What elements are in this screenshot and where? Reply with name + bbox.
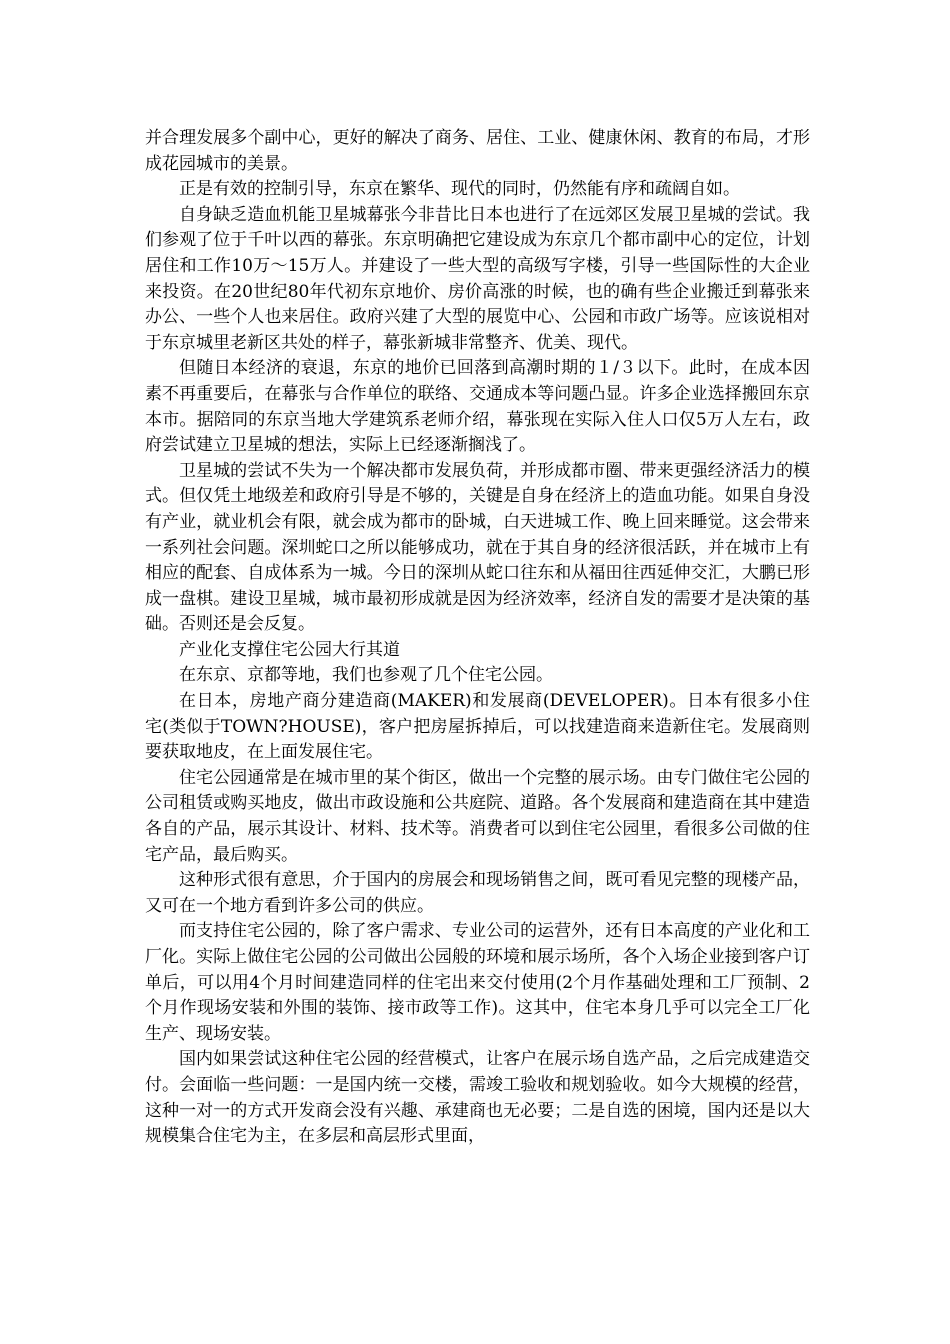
document-body — [145, 126, 810, 1150]
paragraph-housing-park-definition: 住宅公园通常是在城市里的某个街区，做出一个完整的展示场。由专门做住宅公园的公司租赁或购买地皮，做出市政设施和公共庭院、道路。各个发展商和建造商在其中建造各自的产品，展示其设计、材料、技术等。消费者可以到住宅公园里，看很多公司做的住宅产品，最后购买。 — [145, 767, 810, 865]
paragraph-maker-developer: 在日本，房地产商分建造商(MAKER)和发展商(DEVELOPER)。日本有很多小住宅(类似于TOWN?HOUSE)，客户把房屋拆掉后，可以找建造商来造新住宅。发展商则要获取地皮，在上面发展住宅。 — [145, 691, 810, 763]
paragraph-continuation: 并合理发展多个副中心，更好的解决了商务、居住、工业、健康休闲、教育的布局，才形成花园城市的美景。 — [145, 128, 810, 174]
paragraph-domestic-challenges: 国内如果尝试这种住宅公园的经营模式，让客户在展示场自选产品，之后完成建造交付。会面临一些问题：一是国内统一交楼，需竣工验收和规划验收。如今大规模的经营，这种一对一的方式开发商会没有兴趣、承建商也无必要；二是自选的困境，国内还是以大规模集合住宅为主，在多层和高层形式里面， — [145, 1049, 810, 1147]
paragraph-industrialization: 而支持住宅公园的，除了客户需求、专业公司的运营外，还有日本高度的产业化和工厂化。实际上做住宅公园的公司做出公园般的环境和展示场所，各个入场企业接到客户订单后，可以用4个月时间建造同样的住宅出来交付使用(2个月作基础处理和工厂预制、2个月作现场安装和外围的装饰、接市政等工作)。这其中，住宅本身几乎可以完全工厂化生产、现场安装。 — [145, 921, 810, 1044]
section-heading-housing-parks: 产业化支撑住宅公园大行其道 — [179, 639, 400, 660]
paragraph-housing-park-form: 这种形式很有意思，介于国内的房展会和现场销售之间，既可看见完整的现楼产品，又可在一个地方看到许多公司的供应。 — [145, 870, 810, 916]
paragraph-tokyo-guidance: 正是有效的控制引导，东京在繁华、现代的同时，仍然能有序和疏阔自如。 — [179, 179, 740, 200]
paragraph-economic-decline: 但随日本经济的衰退，东京的地价已回落到高潮时期的１/３以下。此时，在成本因素不再重要后，在幕张与合作单位的联络、交通成本等问题凸显。许多企业选择搬回东京本市。据陪同的东京当地大学建筑系老师介绍，幕张现在实际入住人口仅5万人左右，政府尝试建立卫星城的想法，实际上已经逐渐搁浅了。 — [145, 358, 810, 456]
paragraph-makuhari-satellite-city: 自身缺乏造血机能卫星城幕张今非昔比日本也进行了在远郊区发展卫星城的尝试。我们参观了位于千叶以西的幕张。东京明确把它建设成为东京几个都市副中心的定位，计划居住和工作10万～15万人。并建设了一些大型的高级写字楼，引导一些国际性的大企业来投资。在20世纪80年代初东京地价、房价高涨的时候，也的确有些企业搬迁到幕张来办公、一些个人也来居住。政府兴建了大型的展览中心、公园和市政广场等。应该说相对于东京城里老新区共处的样子，幕张新城非常整齐、优美、现代。 — [145, 204, 810, 353]
paragraph-visited-housing-parks: 在东京、京都等地，我们也参观了几个住宅公园。 — [179, 665, 553, 686]
paragraph-satellite-city-analysis: 卫星城的尝试不失为一个解决都市发展负荷，并形成都市圈、带来更强经济活力的模式。但仅凭土地级差和政府引导是不够的，关键是自身在经济上的造血功能。如果自身没有产业，就业机会有限，就会成为都市的卧城，白天进城工作、晚上回来睡觉。这会带来一系列社会问题。深圳蛇口之所以能够成功，就在于其自身的经济很活跃，并在城市上有相应的配套、自成体系为一城。今日的深圳从蛇口往东和从福田往西延伸交汇，大鹏已形成一盘棋。建设卫星城，城市最初形成就是因为经济效率，经济自发的需要才是决策的基础。否则还是会反复。 — [145, 460, 810, 635]
